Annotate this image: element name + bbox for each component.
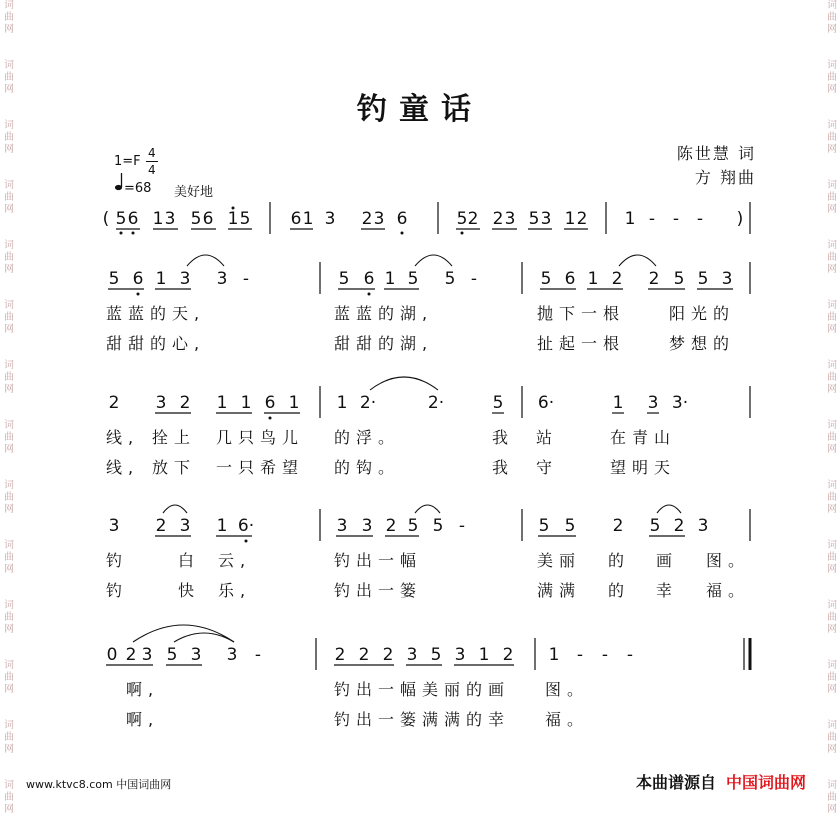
watermark-char: 网 — [4, 684, 14, 695]
melody-note: 1 — [384, 269, 396, 289]
melody-note: 5 — [444, 269, 456, 289]
melody-note: 3 — [361, 516, 373, 536]
lyric-verse-1: 拴上 — [152, 428, 197, 447]
footer-site: www.ktvc8.com 中国词曲网 — [26, 778, 172, 791]
lyric-verse-2: 福。 — [706, 581, 751, 600]
melody-note: 6· — [237, 516, 255, 536]
source-label: 本曲谱源自 — [635, 773, 716, 792]
watermark-char: 词 — [827, 60, 837, 71]
melody-note: 2 — [382, 645, 394, 665]
intro-note: 3 — [373, 209, 385, 229]
watermark-char: 网 — [4, 444, 14, 455]
intro-note: 3 — [540, 209, 552, 229]
intro-note: 3 — [164, 209, 176, 229]
lyric-verse-2: 放下 — [152, 458, 197, 477]
watermark-char: 词 — [4, 780, 14, 791]
melody-note: 2· — [427, 393, 445, 413]
melody-note: 3 — [454, 645, 466, 665]
intro-note: - — [696, 209, 704, 229]
melody-note: 2 — [502, 645, 514, 665]
melody-note: 2 — [611, 269, 623, 289]
lyric-verse-1: 几只鸟儿 — [216, 428, 305, 447]
melody-note: 2 — [155, 516, 167, 536]
melody-note: 6 — [564, 269, 576, 289]
melody-note: - — [626, 645, 634, 665]
slur-arc — [657, 505, 681, 513]
lyric-verse-2: 一只希望 — [216, 458, 305, 477]
melody-note: 5 — [407, 269, 419, 289]
watermark-char: 网 — [4, 804, 14, 815]
watermark-char: 曲 — [827, 492, 837, 503]
intro-note: 1 — [624, 209, 636, 229]
lyric-verse-1: 钓出一幅美丽的画 — [334, 680, 511, 699]
melody-note: 6 — [363, 269, 375, 289]
watermark-char: 曲 — [827, 792, 837, 803]
melody-note: - — [601, 645, 609, 665]
watermark-char: 曲 — [4, 132, 14, 143]
lyric-verse-2: 幸 — [656, 581, 679, 600]
melody-note: 6 — [264, 393, 276, 413]
watermark-char: 网 — [827, 504, 837, 515]
intro-note: 2 — [492, 209, 504, 229]
lyric-verse-2: 线, — [106, 458, 140, 477]
source-name: 中国词曲网 — [725, 773, 806, 792]
lyric-verse-2: 甜甜的湖, — [334, 334, 434, 353]
tempo-mark: =68 — [124, 181, 152, 196]
watermark-char: 网 — [4, 564, 14, 575]
lyric-verse-2: 啊, — [126, 710, 160, 729]
slur-arc — [370, 377, 438, 390]
melody-note: 5 — [432, 516, 444, 536]
slur-arc — [163, 505, 187, 513]
slur-arc — [415, 255, 452, 266]
watermark-char: 网 — [827, 264, 837, 275]
watermark-char: 曲 — [4, 432, 14, 443]
intro-note: 6 — [290, 209, 302, 229]
watermark-char: 网 — [4, 264, 14, 275]
watermark-char: 曲 — [827, 12, 837, 23]
melody-note: - — [576, 645, 584, 665]
melody-note: 3 — [721, 269, 733, 289]
watermark-char: 曲 — [4, 732, 14, 743]
intro-note: 1 — [302, 209, 314, 229]
watermark-char: 网 — [4, 744, 14, 755]
melody-note: 1 — [288, 393, 300, 413]
watermark-char: 词 — [4, 360, 14, 371]
melody-note: 5 — [649, 516, 661, 536]
watermark-char: 词 — [4, 180, 14, 191]
watermark-char: 网 — [827, 324, 837, 335]
octave-dot — [137, 293, 140, 296]
lyric-verse-2: 满满 — [537, 581, 582, 600]
watermark-char: 曲 — [827, 312, 837, 323]
slur-arc — [187, 255, 224, 266]
melody-note: 2 — [358, 645, 370, 665]
watermark-char: 网 — [4, 624, 14, 635]
melody-note: 5 — [338, 269, 350, 289]
watermark-char: 网 — [827, 624, 837, 635]
melody-note: 5 — [538, 516, 550, 536]
melody-note: 5 — [673, 269, 685, 289]
watermark-char: 曲 — [827, 192, 837, 203]
octave-dot — [269, 417, 272, 420]
watermark-char: 曲 — [827, 132, 837, 143]
melody-note: 0 — [106, 645, 118, 665]
composer: 方 翔曲 — [694, 168, 756, 187]
watermark-char: 网 — [827, 684, 837, 695]
watermark-char: 网 — [827, 384, 837, 395]
watermark-char: 曲 — [4, 792, 14, 803]
watermark-group — [2, 780, 16, 816]
melody-note: 5 — [166, 645, 178, 665]
watermark-char: 词 — [827, 360, 837, 371]
melody-note: 1 — [216, 516, 228, 536]
footer-source — [636, 770, 806, 793]
octave-dot — [232, 207, 235, 210]
melody-note: 3 — [226, 645, 238, 665]
melody-note: 3 — [647, 393, 659, 413]
melody-note: - — [458, 516, 466, 536]
intro-note: 2 — [361, 209, 373, 229]
lyric-verse-1: 阳光的 — [669, 304, 736, 323]
melody-note: 3· — [671, 393, 689, 413]
watermark-char: 曲 — [827, 372, 837, 383]
melody-note: - — [470, 269, 478, 289]
melody-note: 2 — [673, 516, 685, 536]
lyric-verse-1: 的浮。 — [334, 428, 401, 447]
watermark-char: 词 — [4, 720, 14, 731]
watermark-char: 词 — [827, 780, 837, 791]
melody-note: - — [242, 269, 250, 289]
watermark-char: 曲 — [827, 72, 837, 83]
melody-note: 3 — [697, 516, 709, 536]
melody-note: 2 — [385, 516, 397, 536]
lyric-verse-1: 我 — [492, 428, 515, 447]
lyric-verse-1: 美丽 — [537, 551, 582, 570]
intro-note: - — [672, 209, 680, 229]
melody-note: 3 — [141, 645, 153, 665]
lyric-verse-2: 快 — [178, 581, 201, 600]
watermark-char: 网 — [4, 144, 14, 155]
melody-note: - — [254, 645, 262, 665]
key-signature: 1=F — [114, 154, 141, 169]
watermark-char: 网 — [827, 144, 837, 155]
lyric-verse-1: 云, — [218, 551, 252, 570]
lyric-verse-2: 梦想的 — [669, 334, 736, 353]
melody-note: 1 — [240, 393, 252, 413]
time-sig-top: 4 — [148, 146, 156, 160]
watermark-char: 词 — [827, 600, 837, 611]
lyricist: 陈世慧 词 — [676, 144, 756, 163]
intro-note: 1 — [152, 209, 164, 229]
lyric-verse-2: 钓 — [106, 581, 129, 600]
intro-note: - — [648, 209, 656, 229]
melody-note: 3 — [190, 645, 202, 665]
watermark-char: 曲 — [4, 612, 14, 623]
lyric-verse-1: 钓 — [106, 551, 129, 570]
intro-note: 5 — [456, 209, 468, 229]
intro-note: 6 — [127, 209, 139, 229]
lyric-verse-1: 线, — [106, 428, 140, 447]
lyric-verse-1: 图。 — [706, 551, 751, 570]
lyric-verse-1: 钓出一幅 — [334, 551, 423, 570]
intro-note: 6 — [396, 209, 408, 229]
watermark-char: 网 — [827, 804, 837, 815]
intro-note: 2 — [576, 209, 588, 229]
octave-dot — [245, 540, 248, 543]
melody-note: 1 — [612, 393, 624, 413]
melody-note: 1 — [587, 269, 599, 289]
lyric-verse-1: 的 — [608, 551, 631, 570]
melody-note: 5 — [407, 516, 419, 536]
melody-note: 2 — [179, 393, 191, 413]
watermark-char: 网 — [827, 564, 837, 575]
watermark-char: 曲 — [4, 552, 14, 563]
watermark-char: 词 — [827, 0, 837, 11]
octave-dot — [368, 293, 371, 296]
melody-note: 5 — [540, 269, 552, 289]
intro-note: 1 — [227, 209, 239, 229]
watermark-char: 网 — [4, 384, 14, 395]
watermark-char: 网 — [827, 444, 837, 455]
lyric-verse-2: 望明天 — [610, 458, 677, 477]
watermark-char: 词 — [827, 660, 837, 671]
melody-note: 3 — [179, 269, 191, 289]
lyric-verse-1: 在青山 — [610, 428, 677, 447]
melody-note: 2 — [612, 516, 624, 536]
melody-note: 2 — [125, 645, 137, 665]
intro-note: ) — [736, 209, 744, 229]
melody-note: 1 — [155, 269, 167, 289]
watermark-char: 词 — [827, 120, 837, 131]
melody-note: 1 — [478, 645, 490, 665]
melody-note: 1 — [336, 393, 348, 413]
lyric-verse-1: 画 — [656, 551, 679, 570]
watermark-group — [825, 780, 839, 816]
watermark-char: 网 — [827, 84, 837, 95]
intro-note: 3 — [324, 209, 336, 229]
melody-note: 3 — [155, 393, 167, 413]
intro-note: 6 — [202, 209, 214, 229]
octave-dot — [461, 232, 464, 235]
intro-note: 1 — [564, 209, 576, 229]
watermark-char: 网 — [4, 324, 14, 335]
watermark-char: 词 — [4, 240, 14, 251]
slur-arc — [619, 255, 656, 266]
intro-note: ( — [102, 209, 110, 229]
octave-dot — [401, 232, 404, 235]
watermark-char: 网 — [4, 504, 14, 515]
melody-note: 5 — [564, 516, 576, 536]
intro-note: 5 — [528, 209, 540, 229]
melody-note: 2 — [648, 269, 660, 289]
melody-note: 6· — [537, 393, 555, 413]
lyric-verse-2: 甜甜的心, — [106, 334, 206, 353]
lyric-verse-1: 蓝蓝的湖, — [334, 304, 434, 323]
octave-dot — [120, 232, 123, 235]
melody-note: 5 — [108, 269, 120, 289]
lyric-verse-2: 钓出一篓满满的幸 — [334, 710, 511, 729]
watermark-char: 词 — [4, 600, 14, 611]
watermark-char: 词 — [4, 120, 14, 131]
watermark-char: 词 — [827, 240, 837, 251]
lyric-verse-2: 扯起一根 — [537, 334, 626, 353]
lyric-verse-2: 福。 — [545, 710, 590, 729]
watermark-char: 曲 — [827, 672, 837, 683]
watermark-char: 曲 — [827, 732, 837, 743]
intro-note: 5 — [115, 209, 127, 229]
melody-note: 6 — [132, 269, 144, 289]
watermark-char: 曲 — [4, 192, 14, 203]
watermark-char: 词 — [827, 480, 837, 491]
lyric-verse-2: 的钩。 — [334, 458, 401, 477]
melody-note: 2 — [108, 393, 120, 413]
lyric-verse-1: 白 — [178, 551, 201, 570]
lyric-verse-1: 抛下一根 — [537, 304, 626, 323]
lyric-verse-1: 站 — [536, 428, 559, 447]
watermark-char: 词 — [4, 480, 14, 491]
watermark-char: 曲 — [4, 12, 14, 23]
watermark-char: 网 — [4, 84, 14, 95]
octave-dot — [132, 232, 135, 235]
watermark-char: 词 — [4, 60, 14, 71]
watermark-char: 网 — [4, 24, 14, 35]
watermark-char: 曲 — [827, 612, 837, 623]
lyric-verse-1: 啊, — [126, 680, 160, 699]
intro-note: 3 — [504, 209, 516, 229]
lyric-verse-1: 蓝蓝的天, — [106, 304, 206, 323]
watermark-char: 网 — [827, 744, 837, 755]
lyric-verse-2: 守 — [536, 458, 559, 477]
watermark-char: 曲 — [827, 252, 837, 263]
melody-note: 3 — [216, 269, 228, 289]
melody-note: 5 — [697, 269, 709, 289]
watermark-char: 词 — [827, 420, 837, 431]
watermark-char: 曲 — [4, 372, 14, 383]
slur-arc — [174, 633, 234, 642]
lyric-verse-2: 钓出一篓 — [334, 581, 423, 600]
slur-arc — [133, 625, 234, 642]
melody-note: 5 — [430, 645, 442, 665]
melody-note: 1 — [548, 645, 560, 665]
intro-note: 2 — [467, 209, 479, 229]
watermark-char: 曲 — [827, 552, 837, 563]
melody-note: 3 — [108, 516, 120, 536]
slur-arc — [415, 505, 440, 513]
watermark-char: 词 — [4, 0, 14, 11]
watermark-char: 网 — [827, 204, 837, 215]
melody-note: 3 — [336, 516, 348, 536]
song-title: 钓童话 — [357, 92, 483, 127]
expression-mark: 美好地 — [174, 185, 214, 200]
melody-note: 2· — [359, 393, 377, 413]
watermark-char: 网 — [4, 204, 14, 215]
watermark-char: 词 — [827, 540, 837, 551]
watermark-char: 词 — [4, 540, 14, 551]
intro-note: 5 — [239, 209, 251, 229]
watermark-char: 曲 — [4, 312, 14, 323]
watermark-char: 曲 — [827, 432, 837, 443]
melody-note: 3 — [179, 516, 191, 536]
watermark-char: 曲 — [4, 672, 14, 683]
watermark-char: 曲 — [4, 492, 14, 503]
watermark-char: 词 — [4, 660, 14, 671]
watermark-char: 词 — [827, 720, 837, 731]
watermark-char: 网 — [827, 24, 837, 35]
watermark-char: 曲 — [4, 72, 14, 83]
lyric-verse-2: 我 — [492, 458, 515, 477]
time-sig-bottom: 4 — [148, 163, 156, 177]
lyric-verse-2: 的 — [608, 581, 631, 600]
melody-note: 1 — [216, 393, 228, 413]
lyric-verse-1: 图。 — [545, 680, 590, 699]
melody-note: 3 — [406, 645, 418, 665]
lyric-verse-2: 乐, — [218, 581, 252, 600]
watermark-char: 词 — [4, 300, 14, 311]
watermark-char: 词 — [827, 180, 837, 191]
watermark-char: 曲 — [4, 252, 14, 263]
melody-note: 5 — [492, 393, 504, 413]
intro-note: 5 — [190, 209, 202, 229]
melody-note: 2 — [334, 645, 346, 665]
watermark-char: 词 — [827, 300, 837, 311]
watermark-char: 词 — [4, 420, 14, 431]
